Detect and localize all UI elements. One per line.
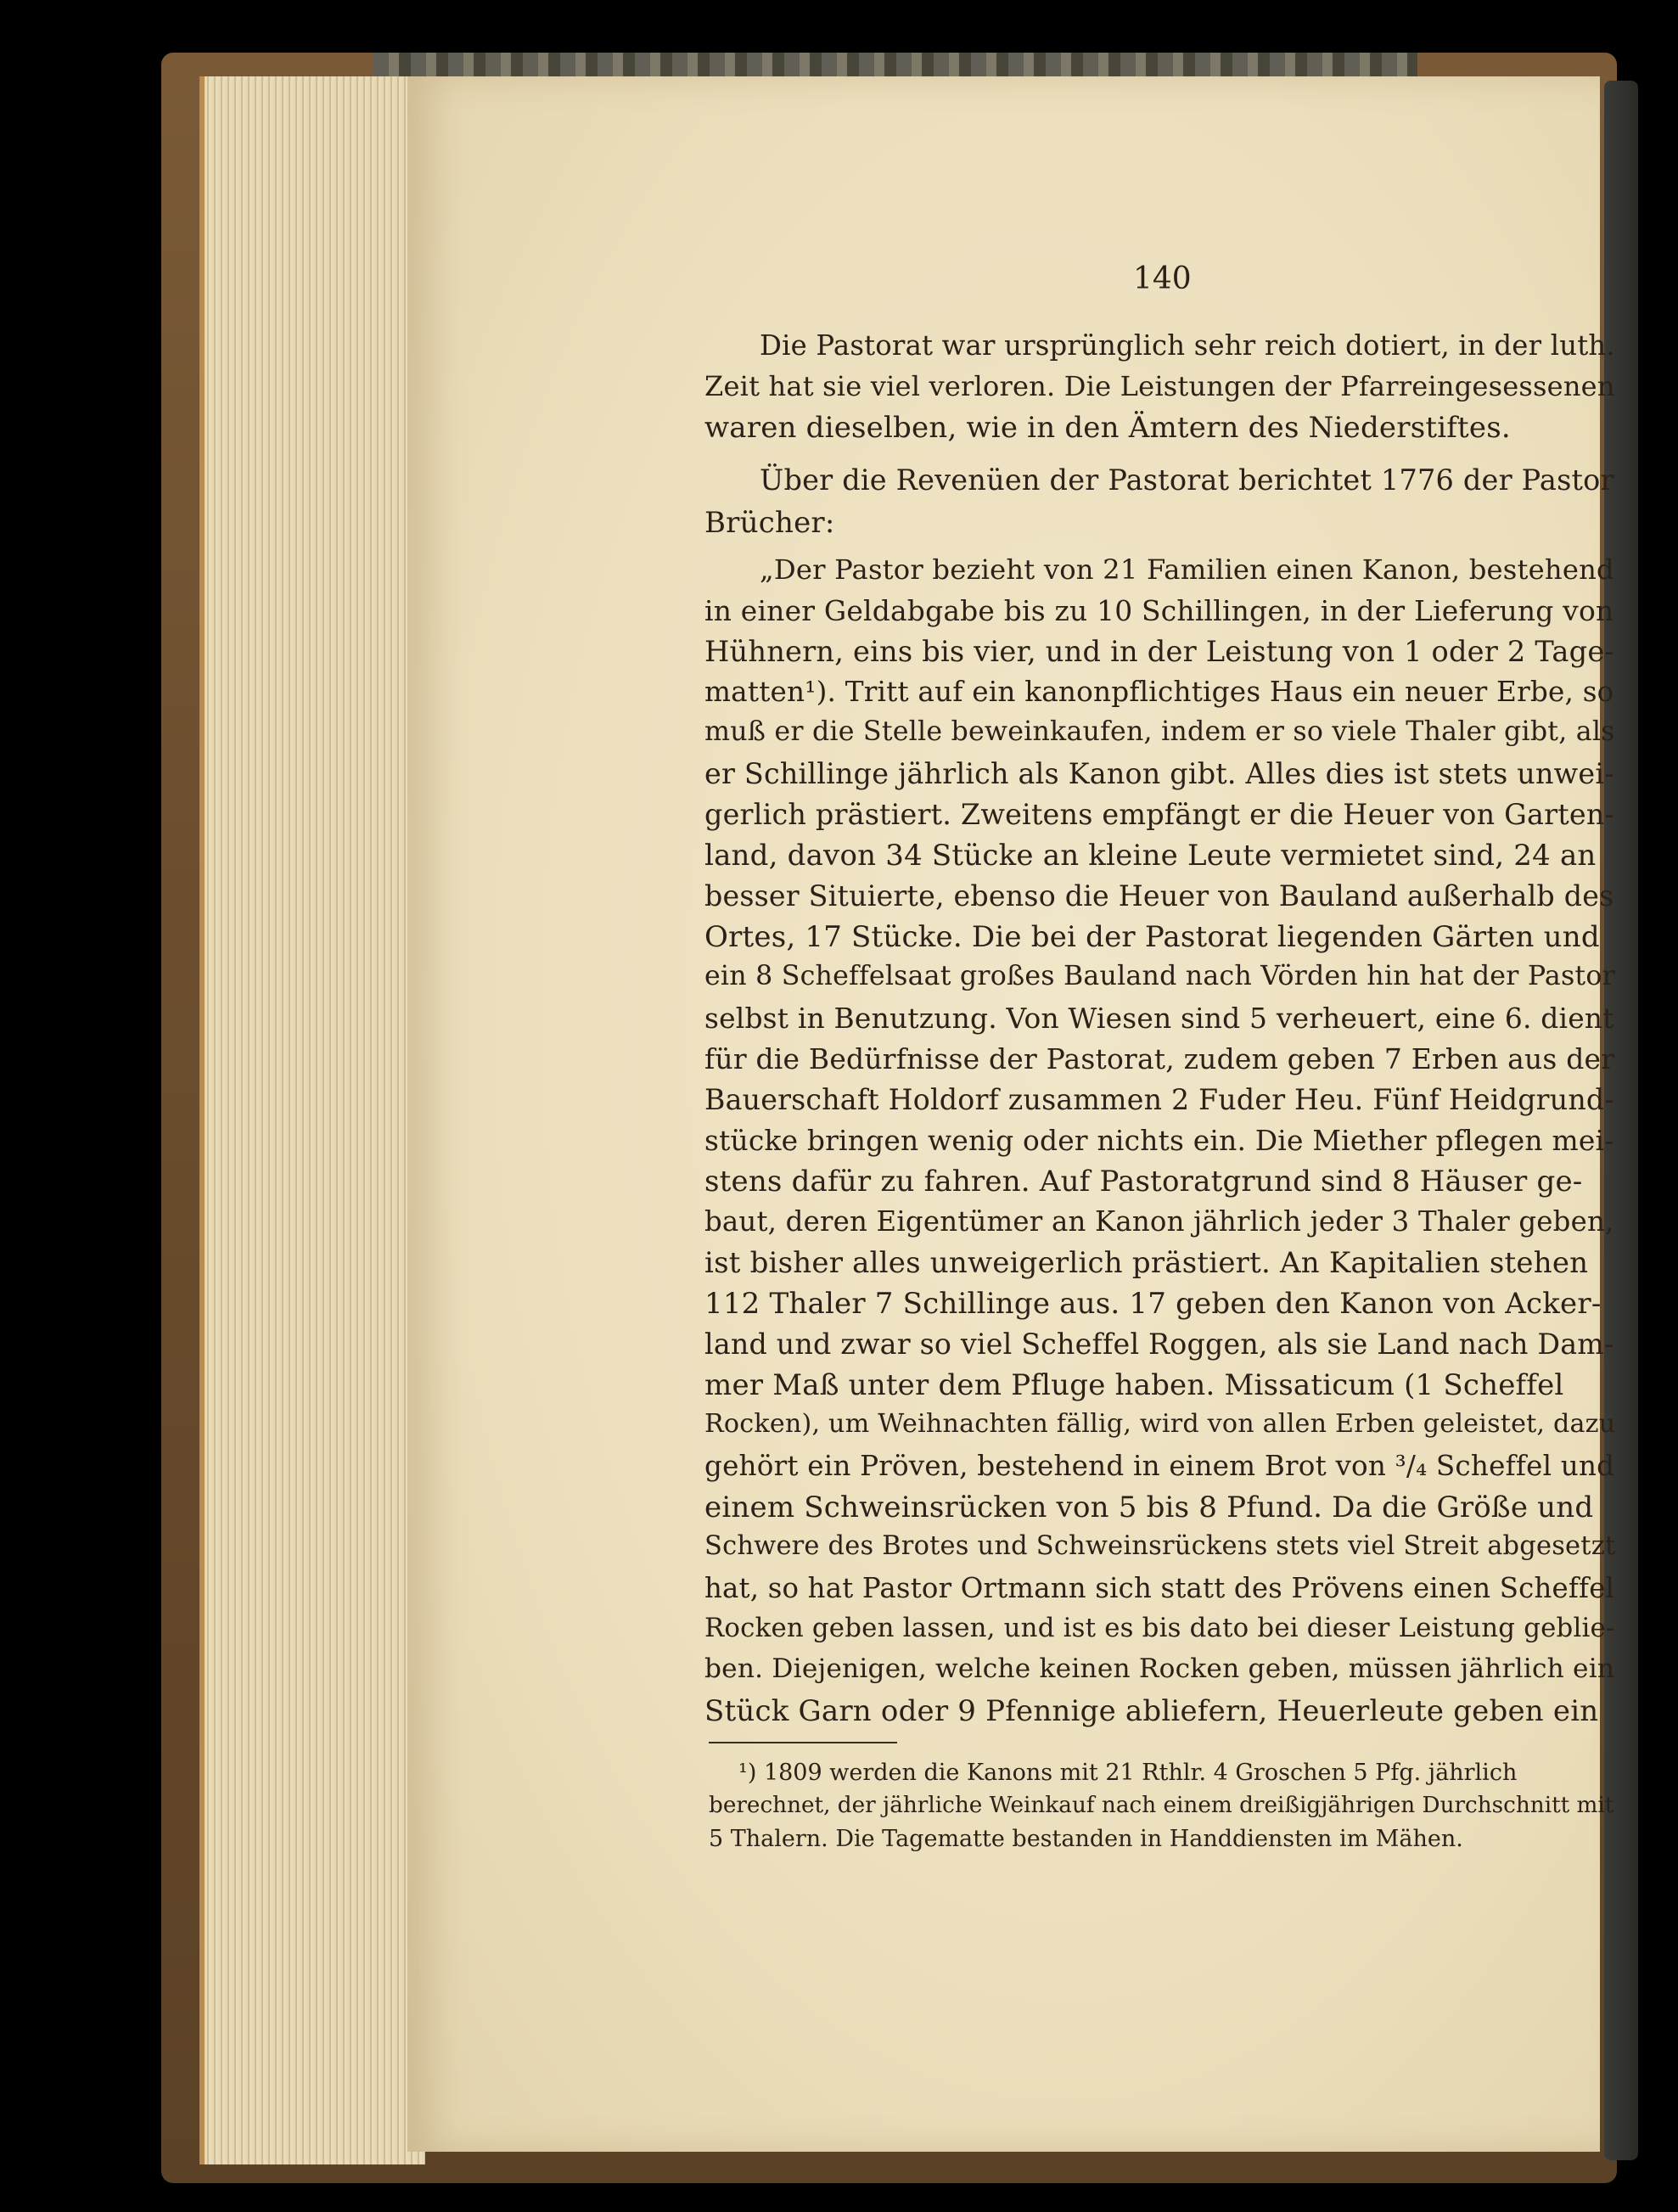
body-line: Über die Revenüen der Pastorat berichtet 1776 der Pastor [760,463,1614,497]
body-line: hat, so hat Pastor Ortmann sich statt des Prövens einen Scheffel [704,1572,1615,1604]
body-line: ben. Diejenigen, welche keinen Rocken geben, müssen jährlich ein [704,1653,1615,1684]
body-line: waren dieselben, wie in den Ämtern des Niederstiftes. [704,411,1511,445]
book-spine-band [373,53,1417,76]
body-line: matten¹). Tritt auf ein kanonpflichtiges Haus ein neuer Erbe, so [704,676,1614,708]
body-line: in einer Geldabgabe bis zu 10 Schillingen, in der Lieferung von [704,594,1614,627]
footnote-line: ¹) 1809 werden die Kanons mit 21 Rthlr. 4 Groschen 5 Pfg. jährlich [738,1760,1518,1786]
body-line: Brücher: [704,506,835,540]
body-line: ist bisher alles unweigerlich prästiert. An Kapitalien stehen [704,1246,1589,1280]
body-line: einem Schweinsrücken von 5 bis 8 Pfund. Da die Größe und [704,1491,1594,1524]
body-line: Bauerschaft Holdorf zusammen 2 Fuder Heu. Fünf Heidgrund- [704,1083,1614,1116]
body-line: Rocken geben lassen, und ist es bis dato bei dieser Leistung geblie- [704,1613,1615,1643]
body-line: Hühnern, eins bis vier, und in der Leistung von 1 oder 2 Tage- [704,635,1614,668]
footnote-line: 5 Thalern. Die Tagematte bestanden in Handdiensten im Mähen. [709,1826,1463,1852]
body-line: gerlich prästiert. Zweitens empfängt er die Heuer von Garten- [704,798,1615,831]
body-line: Ortes, 17 Stücke. Die bei der Pastorat liegenden Gärten und [704,920,1600,954]
body-line: selbst in Benutzung. Von Wiesen sind 5 verheuert, eine 6. dient [704,1002,1614,1035]
body-line: 112 Thaler 7 Schillinge aus. 17 geben den Kanon von Acker- [704,1287,1602,1321]
body-line: „Der Pastor bezieht von 21 Familien einen Kanon, bestehend [760,553,1614,586]
body-line: Die Pastorat war ursprünglich sehr reich dotiert, in der luth. [760,329,1615,362]
body-line: stücke bringen wenig oder nichts ein. Die Miether pflegen mei- [704,1124,1614,1157]
page-number: 140 [1133,261,1192,296]
body-line: für die Bedürfnisse der Pastorat, zudem geben 7 Erben aus der [704,1042,1615,1075]
body-line: besser Situierte, ebenso die Heuer von Bauland außerhalb des [704,879,1614,912]
footnote-rule [709,1742,897,1743]
body-line: mer Maß unter dem Pfluge haben. Missaticum (1 Scheffel [704,1368,1564,1402]
body-line: Rocken), um Weihnachten fällig, wird von allen Erben geleistet, dazu [704,1409,1616,1439]
body-line: gehört ein Pröven, bestehend in einem Brot von ³/₄ Scheffel und [704,1450,1615,1482]
body-line: er Schillinge jährlich als Kanon gibt. Alles dies ist stets unwei- [704,757,1614,790]
body-line: baut, deren Eigentümer an Kanon jährlich jeder 3 Thaler geben, [704,1205,1614,1238]
body-line: Schwere des Brotes und Schweinsrückens stets viel Streit abgesetzt [704,1531,1616,1561]
footnote-line: berechnet, der jährliche Weinkauf nach einem dreißigjährigen Durchschnitt mit [709,1793,1614,1818]
page-stack-edges [199,76,425,2164]
body-line: land und zwar so viel Scheffel Roggen, als sie Land nach Dam- [704,1328,1614,1361]
body-line: stens dafür zu fahren. Auf Pastoratgrund sind 8 Häuser ge- [704,1165,1583,1199]
body-line: land, davon 34 Stücke an kleine Leute vermietet sind, 24 an [704,839,1597,873]
body-line: Zeit hat sie viel verloren. Die Leistungen der Pfarreingesessenen [704,370,1615,402]
body-line: Stück Garn oder 9 Pfennige abliefern, Heuerleute geben ein [704,1694,1599,1728]
body-line: ein 8 Scheffelsaat großes Bauland nach Vörden hin hat der Pastor [704,961,1615,991]
body-line: muß er die Stelle beweinkaufen, indem er so viele Thaler gibt, als [704,716,1615,747]
